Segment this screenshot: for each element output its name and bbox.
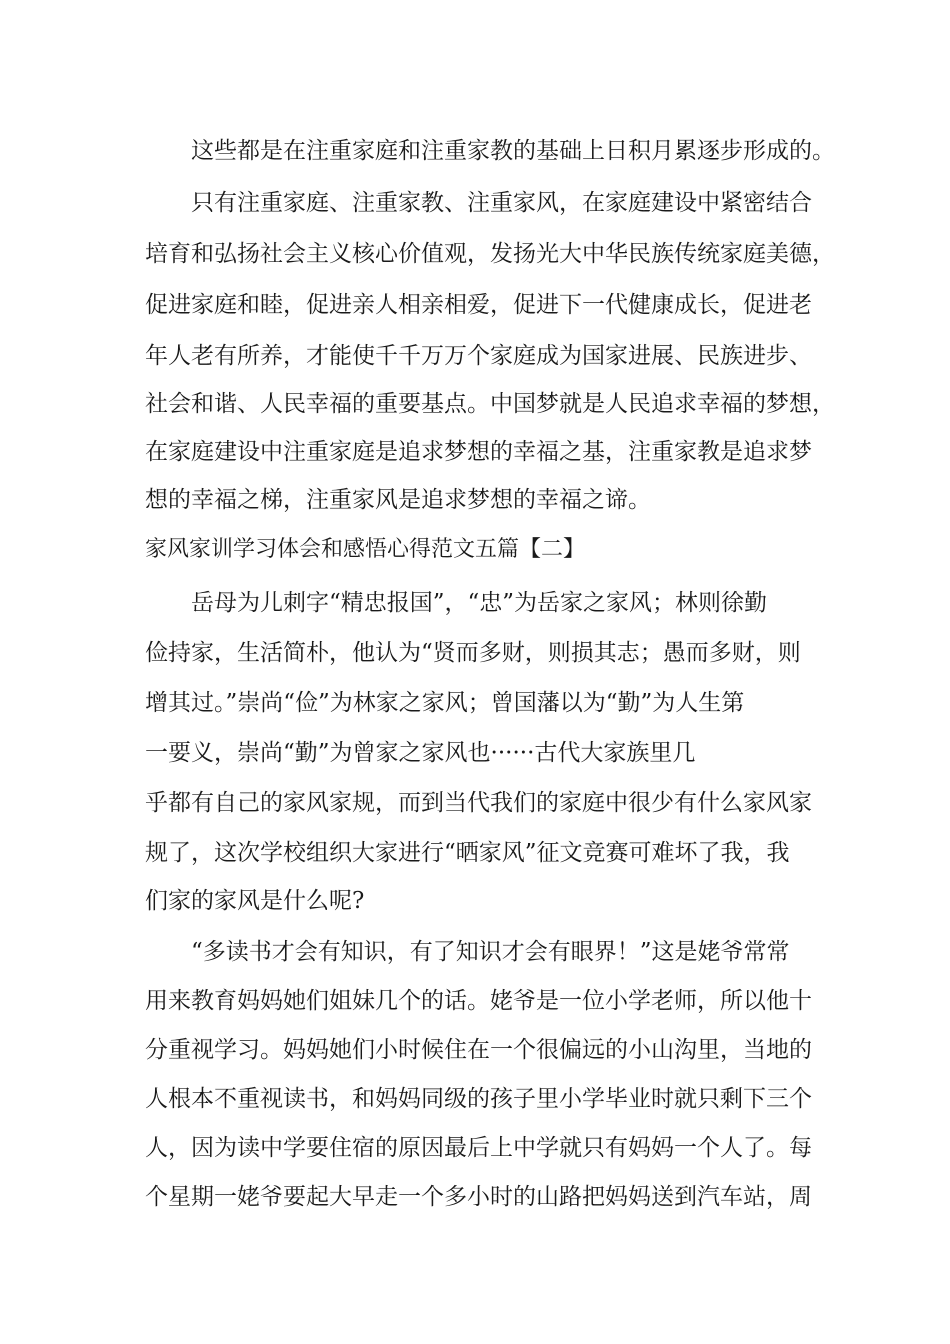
- paragraph-3-line-1: 岳母为儿刺字“精忠报国”，“忠”为岳家之家风；林则徐勤: [191, 590, 768, 616]
- paragraph-2-line-6: 在家庭建设中注重家庭是追求梦想的幸福之基，注重家教是追求梦: [145, 439, 812, 465]
- paragraph-3-line-6: 规了，这次学校组织大家进行“晒家风”征文竞赛可难坏了我，我: [145, 840, 790, 866]
- paragraph-2-line-3: 促进家庭和睦，促进亲人相亲相爱，促进下一代健康成长，促进老: [145, 292, 812, 318]
- paragraph-2-line-2: 培育和弘扬社会主义核心价值观，发扬光大中华民族传统家庭美德，: [145, 241, 835, 267]
- paragraph-3-line-2: 俭持家，生活简朴，他认为“贤而多财，则损其志；愚而多财，则: [145, 640, 801, 666]
- paragraph-2-line-4: 年人老有所养，才能使千千万万个家庭成为国家进展、民族进步、: [145, 343, 812, 369]
- paragraph-3-line-5: 乎都有自己的家风家规，而到当代我们的家庭中很少有什么家风家: [145, 790, 812, 816]
- paragraph-2-line-7: 想的幸福之梯，注重家风是追求梦想的幸福之谛。: [145, 487, 651, 513]
- paragraph-3-line-3: 增其过。”崇尚“俭”为林家之家风；曾国藩以为“勤”为人生第: [145, 690, 745, 716]
- paragraph-4-line-6: 个星期一姥爷要起大早走一个多小时的山路把妈妈送到汽车站，周: [145, 1184, 812, 1210]
- section-heading: 家风家训学习体会和感悟心得范文五篇【二】: [145, 537, 586, 562]
- paragraph-4-line-5: 人，因为读中学要住宿的原因最后上中学就只有妈妈一个人了。每: [145, 1135, 812, 1161]
- paragraph-4-line-2: 用来教育妈妈她们姐妹几个的话。姥爷是一位小学老师，所以他十: [145, 988, 812, 1014]
- paragraph-4-line-3: 分重视学习。妈妈她们小时候住在一个很偏远的小山沟里，当地的: [145, 1037, 812, 1063]
- paragraph-4-line-4: 人根本不重视读书，和妈妈同级的孩子里小学毕业时就只剩下三个: [145, 1086, 812, 1112]
- paragraph-2-line-5: 社会和谐、人民幸福的重要基点。中国梦就是人民追求幸福的梦想，: [145, 391, 835, 417]
- paragraph-1-line-1: 这些都是在注重家庭和注重家教的基础上日积月累逐步形成的。: [191, 138, 835, 164]
- paragraph-4-line-1: “多读书才会有知识，有了知识才会有眼界！”这是姥爷常常: [191, 939, 790, 965]
- paragraph-2-line-1: 只有注重家庭、注重家教、注重家风，在家庭建设中紧密结合: [191, 190, 812, 216]
- paragraph-3-line-4: 一要义，崇尚“勤”为曾家之家风也······古代大家族里几: [145, 740, 696, 766]
- paragraph-3-line-7: 们家的家风是什么呢?: [145, 888, 365, 914]
